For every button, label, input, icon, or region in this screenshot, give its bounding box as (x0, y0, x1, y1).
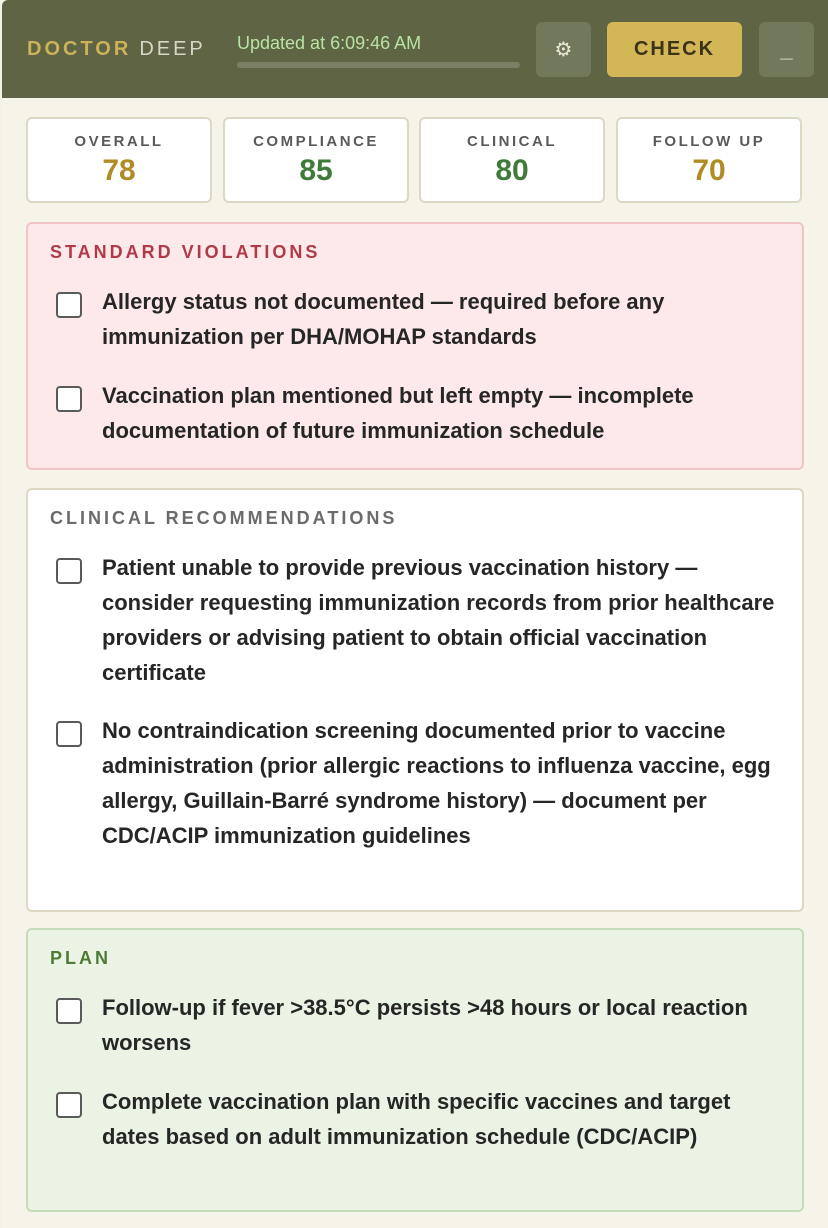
item-checkbox[interactable] (56, 558, 82, 584)
doctor-deep-panel (2, 0, 828, 1228)
item-text: Allergy status not documented — required before any immunization per DHA/MOHAP standards (102, 289, 665, 349)
item-checkbox[interactable] (56, 998, 82, 1024)
section-title: PLAN (50, 948, 111, 968)
clinical-recommendations-section (26, 488, 804, 912)
item-text: Complete vaccination plan with specific vaccines and target dates based on adult immunization schedule (CDC/ACIP) (102, 1089, 731, 1149)
section-title: CLINICAL RECOMMENDATIONS (50, 508, 398, 528)
score-value: 85 (299, 154, 333, 187)
item-checkbox[interactable] (56, 1092, 82, 1118)
item-text: Vaccination plan mentioned but left empty — incomplete documentation of future immunization schedule (102, 383, 694, 443)
item-checkbox[interactable] (56, 386, 82, 412)
header-bar (2, 0, 828, 98)
score-label: CLINICAL (467, 133, 557, 150)
settings-button[interactable] (536, 22, 591, 77)
item-checkbox[interactable] (56, 292, 82, 318)
minimize-button[interactable]: _ (759, 22, 814, 77)
section-title: STANDARD VIOLATIONS (50, 242, 321, 262)
score-card-compliance (223, 117, 409, 203)
score-label: OVERALL (74, 133, 164, 150)
brand-logo (27, 38, 206, 61)
item-checkbox[interactable] (56, 721, 82, 747)
check-button[interactable]: CHECK (607, 22, 742, 77)
score-card-follow-up (616, 117, 802, 203)
brand-primary: DOCTOR (27, 38, 132, 60)
score-card-clinical (419, 117, 605, 203)
score-value: 70 (692, 154, 726, 187)
score-label: FOLLOW UP (652, 133, 766, 150)
item-text: No contraindication screening documented prior to vaccine administration (prior allergic reactions to influenza vaccine, egg allergy, Guillain-Barré syndrome history) — document per CDC/ACIP immunization guidelines (102, 718, 771, 848)
score-value: 80 (495, 154, 529, 187)
item-text: Patient unable to provide previous vaccination history — consider requesting immunization records from prior healthcare providers or advising patient to obtain official vaccination certificate (102, 555, 775, 685)
standard-violations-section (26, 222, 804, 470)
plan-section (26, 928, 804, 1212)
item-text: Follow-up if fever >38.5°C persists >48 hours or local reaction worsens (102, 995, 748, 1055)
update-progress-bar (237, 62, 520, 68)
updated-timestamp: Updated at 6:09:46 AM (237, 33, 422, 53)
score-value: 78 (102, 154, 136, 187)
gear-icon: ⚙ (554, 39, 573, 61)
score-label: COMPLIANCE (253, 133, 379, 150)
brand-secondary: DEEP (139, 38, 206, 60)
score-card-overall (26, 117, 212, 203)
